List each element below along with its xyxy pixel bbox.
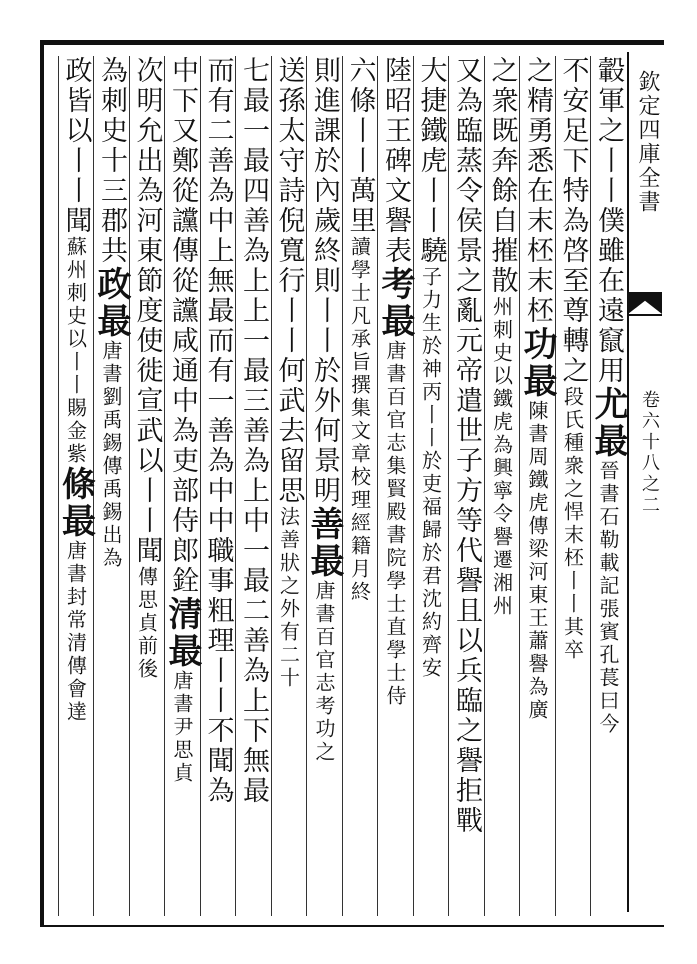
- entry-heading: 善最: [304, 506, 344, 580]
- main-text: 不安足下特為啓至尊轉之: [557, 56, 589, 386]
- text-column: [448, 56, 483, 916]
- text-column: [413, 56, 448, 916]
- commentary-text: 讀學士凡承旨撰集文章校理經籍月終: [347, 236, 372, 604]
- main-text: 大捷鐵虎丨丨驍: [415, 56, 447, 266]
- commentary-text: 唐書百官志考功之: [312, 580, 336, 764]
- commentary-text: 蘇州刺史以丨丨賜金紫: [63, 236, 88, 466]
- main-text: 送孫太守詩倪寬行丨丨何武去留思: [273, 56, 305, 506]
- text-column: [484, 56, 519, 916]
- main-text: 而有二善為中上無最而有一善為中中職事粗理丨丨不聞為: [202, 56, 234, 806]
- main-text: 為刺史十三郡共: [96, 56, 127, 266]
- text-column: [271, 56, 306, 916]
- text-column: [375, 56, 415, 916]
- main-text: 之精勇悉在末柸末柸: [522, 56, 553, 326]
- main-text: 六條丨丨萬里: [344, 56, 376, 236]
- text-column: [517, 56, 557, 916]
- commentary-text: 陳書周鐵虎傳梁河東王蕭譽為廣: [525, 400, 549, 722]
- commentary-text: 州刺史以鐵虎為興寧令譽遷湘州: [489, 296, 514, 618]
- text-column: [588, 56, 628, 916]
- text-column: [555, 56, 590, 916]
- main-text: 又為臨蒸令侯景之亂元帝遣世子方等代譽且以兵臨之譽拒戰: [451, 56, 482, 836]
- text-column: [304, 56, 344, 916]
- text-column: [55, 56, 96, 916]
- commentary-text: 晉書石勒載記張賓孔萇曰今: [596, 460, 620, 736]
- commentary-text: 傳思貞前後: [134, 566, 159, 681]
- commentary-text: 段氏種衆之悍末柸丨丨其卒: [560, 386, 585, 662]
- main-text: 七最一最四善為上上一最三善為上中一最二善為上下無最: [238, 56, 269, 806]
- entry-heading: 功最: [517, 326, 557, 400]
- text-column: [162, 56, 202, 916]
- text-column: [129, 56, 164, 916]
- main-text: 轂軍之丨丨僕雖在遠竄用: [593, 56, 624, 386]
- commentary-text: 唐書尹思貞: [170, 670, 194, 785]
- main-text: 則進課於內歲終則丨丨於外何景明: [309, 56, 340, 506]
- main-text: 政皆以丨丨聞: [60, 56, 92, 236]
- commentary-text: 唐書封常清傳會達: [63, 540, 88, 724]
- commentary-text: 子力生於神丙丨丨於吏福歸於君沈約齊安: [418, 266, 443, 680]
- entry-heading: 考最: [375, 266, 415, 340]
- volume-label: 卷六十八之二: [639, 390, 660, 516]
- main-text: 陸昭王碑文譽表: [380, 56, 411, 266]
- commentary-text: 唐書劉禹錫傳禹錫出為: [99, 340, 123, 570]
- entry-heading: 政最: [91, 266, 131, 340]
- commentary-text: 唐書百官志集賢殿書院學士直學士侍: [383, 340, 407, 708]
- main-text: 之衆既奔餘自摧散: [486, 56, 518, 296]
- text-column: [235, 56, 270, 916]
- fishtail-rule: [628, 314, 662, 326]
- entry-heading: 尤最: [588, 386, 628, 460]
- entry-heading: 條最: [55, 466, 96, 540]
- main-text: 中下又鄭從讜傳從讜咸通中為吏部侍郎銓: [167, 56, 198, 596]
- entry-heading: 清最: [162, 596, 202, 670]
- commentary-text: 法善狀之外有二十: [276, 506, 301, 690]
- main-text: 次明允出為河東節度使徙宣武以丨丨聞: [131, 56, 163, 566]
- book-title: 欽定四庫全書: [635, 70, 660, 214]
- text-column: [342, 56, 377, 916]
- text-column: [200, 56, 235, 916]
- text-column: [91, 56, 131, 916]
